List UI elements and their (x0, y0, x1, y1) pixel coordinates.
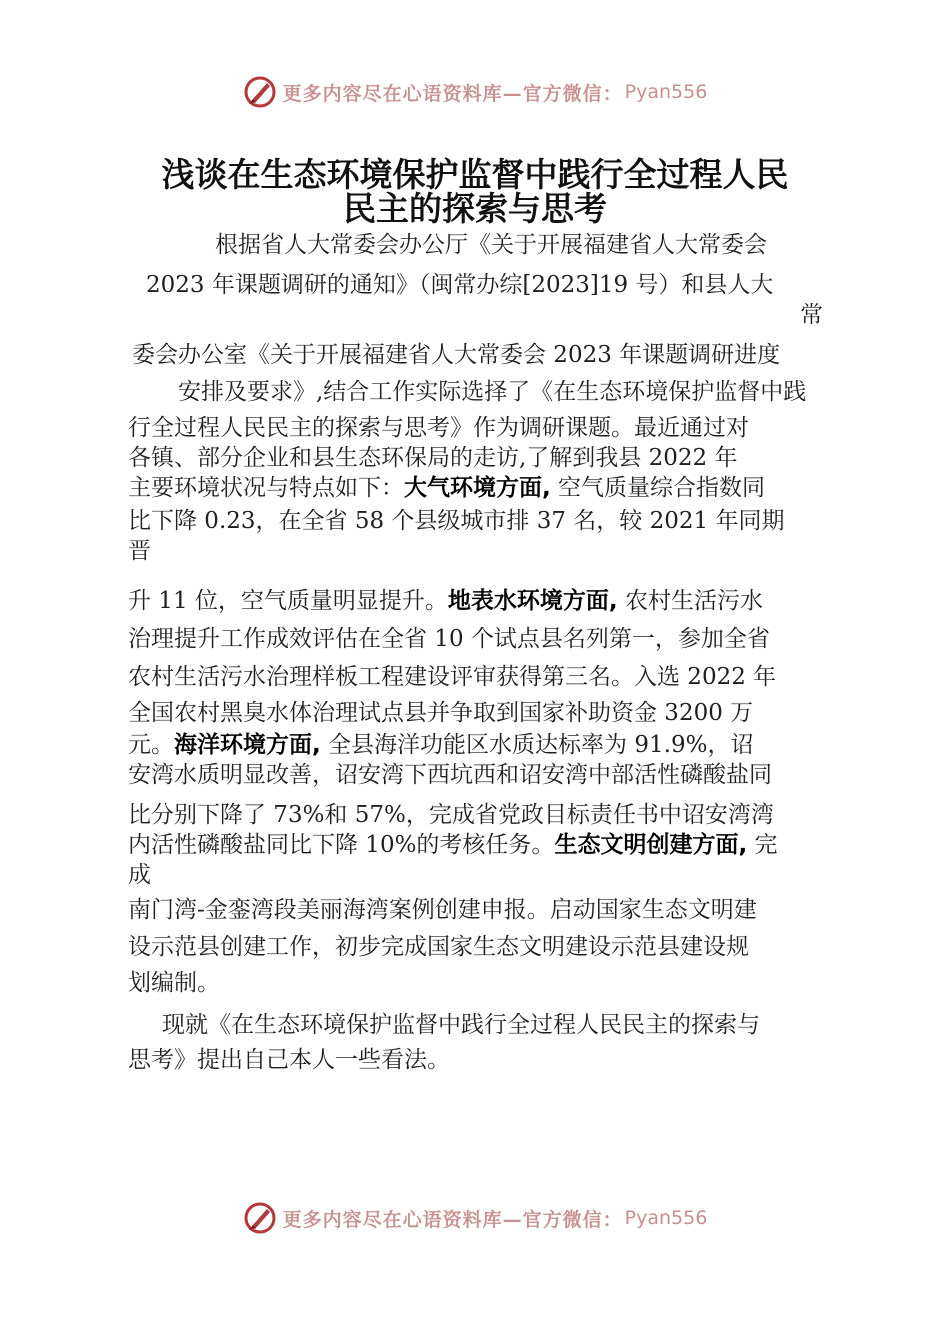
body-text: 内活性磷酸盐同比下降 10%的考核任务。 (128, 832, 555, 858)
body-text: 空气质量综合指数同 (550, 475, 766, 501)
highlight-heading: 大气环境方面, (404, 475, 551, 501)
pen-logo-icon (243, 75, 277, 109)
body-line (128, 830, 778, 860)
body-line: 各镇、部分企业和县生态环保局的走访,了解到我县 2022 年 (128, 445, 738, 471)
highlight-heading: 海洋环境方面, (174, 732, 321, 758)
body-line: 南门湾-金銮湾段美丽海湾案例创建申报。启动国家生态文明建 (128, 897, 757, 923)
body-text: 升 11 位，空气质量明显提升。 (128, 588, 448, 614)
body-line: 治理提升工作成效评估在全省 10 个试点县名列第一，参加全省 (128, 626, 770, 652)
body-line: 设示范县创建工作，初步完成国家生态文明建设示范县建设规 (128, 934, 749, 960)
highlight-heading: 生态文明创建方面, (554, 832, 748, 858)
body-line: 现就《在生态环境保护监督中践行全过程人民民主的探索与 (162, 1012, 760, 1038)
body-text: 主要环境状况与特点如下： (128, 475, 404, 501)
title-line-1: 浅谈在生态环境保护监督中践行全过程人民 (161, 155, 789, 194)
body-text: 农村生活污水 (617, 588, 763, 614)
body-line (128, 730, 753, 760)
body-line (128, 586, 763, 616)
title-line-2: 民主的探索与思考 (343, 189, 607, 228)
body-text: 完 (747, 832, 778, 858)
body-line: 常 (800, 302, 823, 328)
body-text: 元。 (128, 732, 174, 758)
banner-text: 更多内容尽在心语资料库—官方微信： (282, 1208, 623, 1231)
body-line: 思考》提出自己本人一些看法。 (128, 1047, 450, 1073)
body-line: 根据省人大常委会办公厅《关于开展福建省人大常委会 (215, 232, 767, 258)
banner-text: 更多内容尽在心语资料库—官方微信： (282, 82, 623, 105)
body-line: 比下降 0.23，在全省 58 个县级城市排 37 名，较 2021 年同期 (128, 508, 785, 534)
body-line: 比分别下降了 73%和 57%，完成省党政目标责任书中诏安湾湾 (128, 802, 774, 828)
body-line: 农村生活污水治理样板工程建设评审获得第三名。入选 2022 年 (128, 664, 777, 690)
page-title (120, 155, 830, 228)
header-banner (0, 72, 950, 112)
highlight-heading: 地表水环境方面, (447, 588, 618, 614)
body-line: 成 (128, 862, 151, 888)
body-line: 行全过程人民民主的探索与思考》作为调研课题。最近通过对 (128, 415, 749, 441)
pen-logo-icon (243, 1201, 277, 1235)
banner-wechat-id: Pyan556 (624, 1207, 708, 1229)
body-line: 2023 年课题调研的通知》（闽常办综[2023]19 号）和县人大 (146, 272, 774, 298)
body-line: 安湾水质明显改善，诏安湾下西坑西和诏安湾中部活性磷酸盐同 (128, 762, 772, 788)
banner-wechat-id: Pyan556 (624, 81, 708, 103)
body-line (128, 473, 765, 503)
body-text: 全县海洋功能区水质达标率为 91.9%，诏 (320, 732, 754, 758)
body-line: 委会办公室《关于开展福建省人大常委会 2023 年课题调研进度 (132, 342, 781, 368)
body-line: 安排及要求》,结合工作实际选择了《在生态环境保护监督中践 (178, 379, 807, 405)
body-line: 划编制。 (128, 970, 220, 996)
body-line: 晋 (128, 538, 151, 564)
footer-banner (0, 1198, 950, 1238)
body-line: 全国农村黑臭水体治理试点县并争取到国家补助资金 3200 万 (128, 700, 754, 726)
